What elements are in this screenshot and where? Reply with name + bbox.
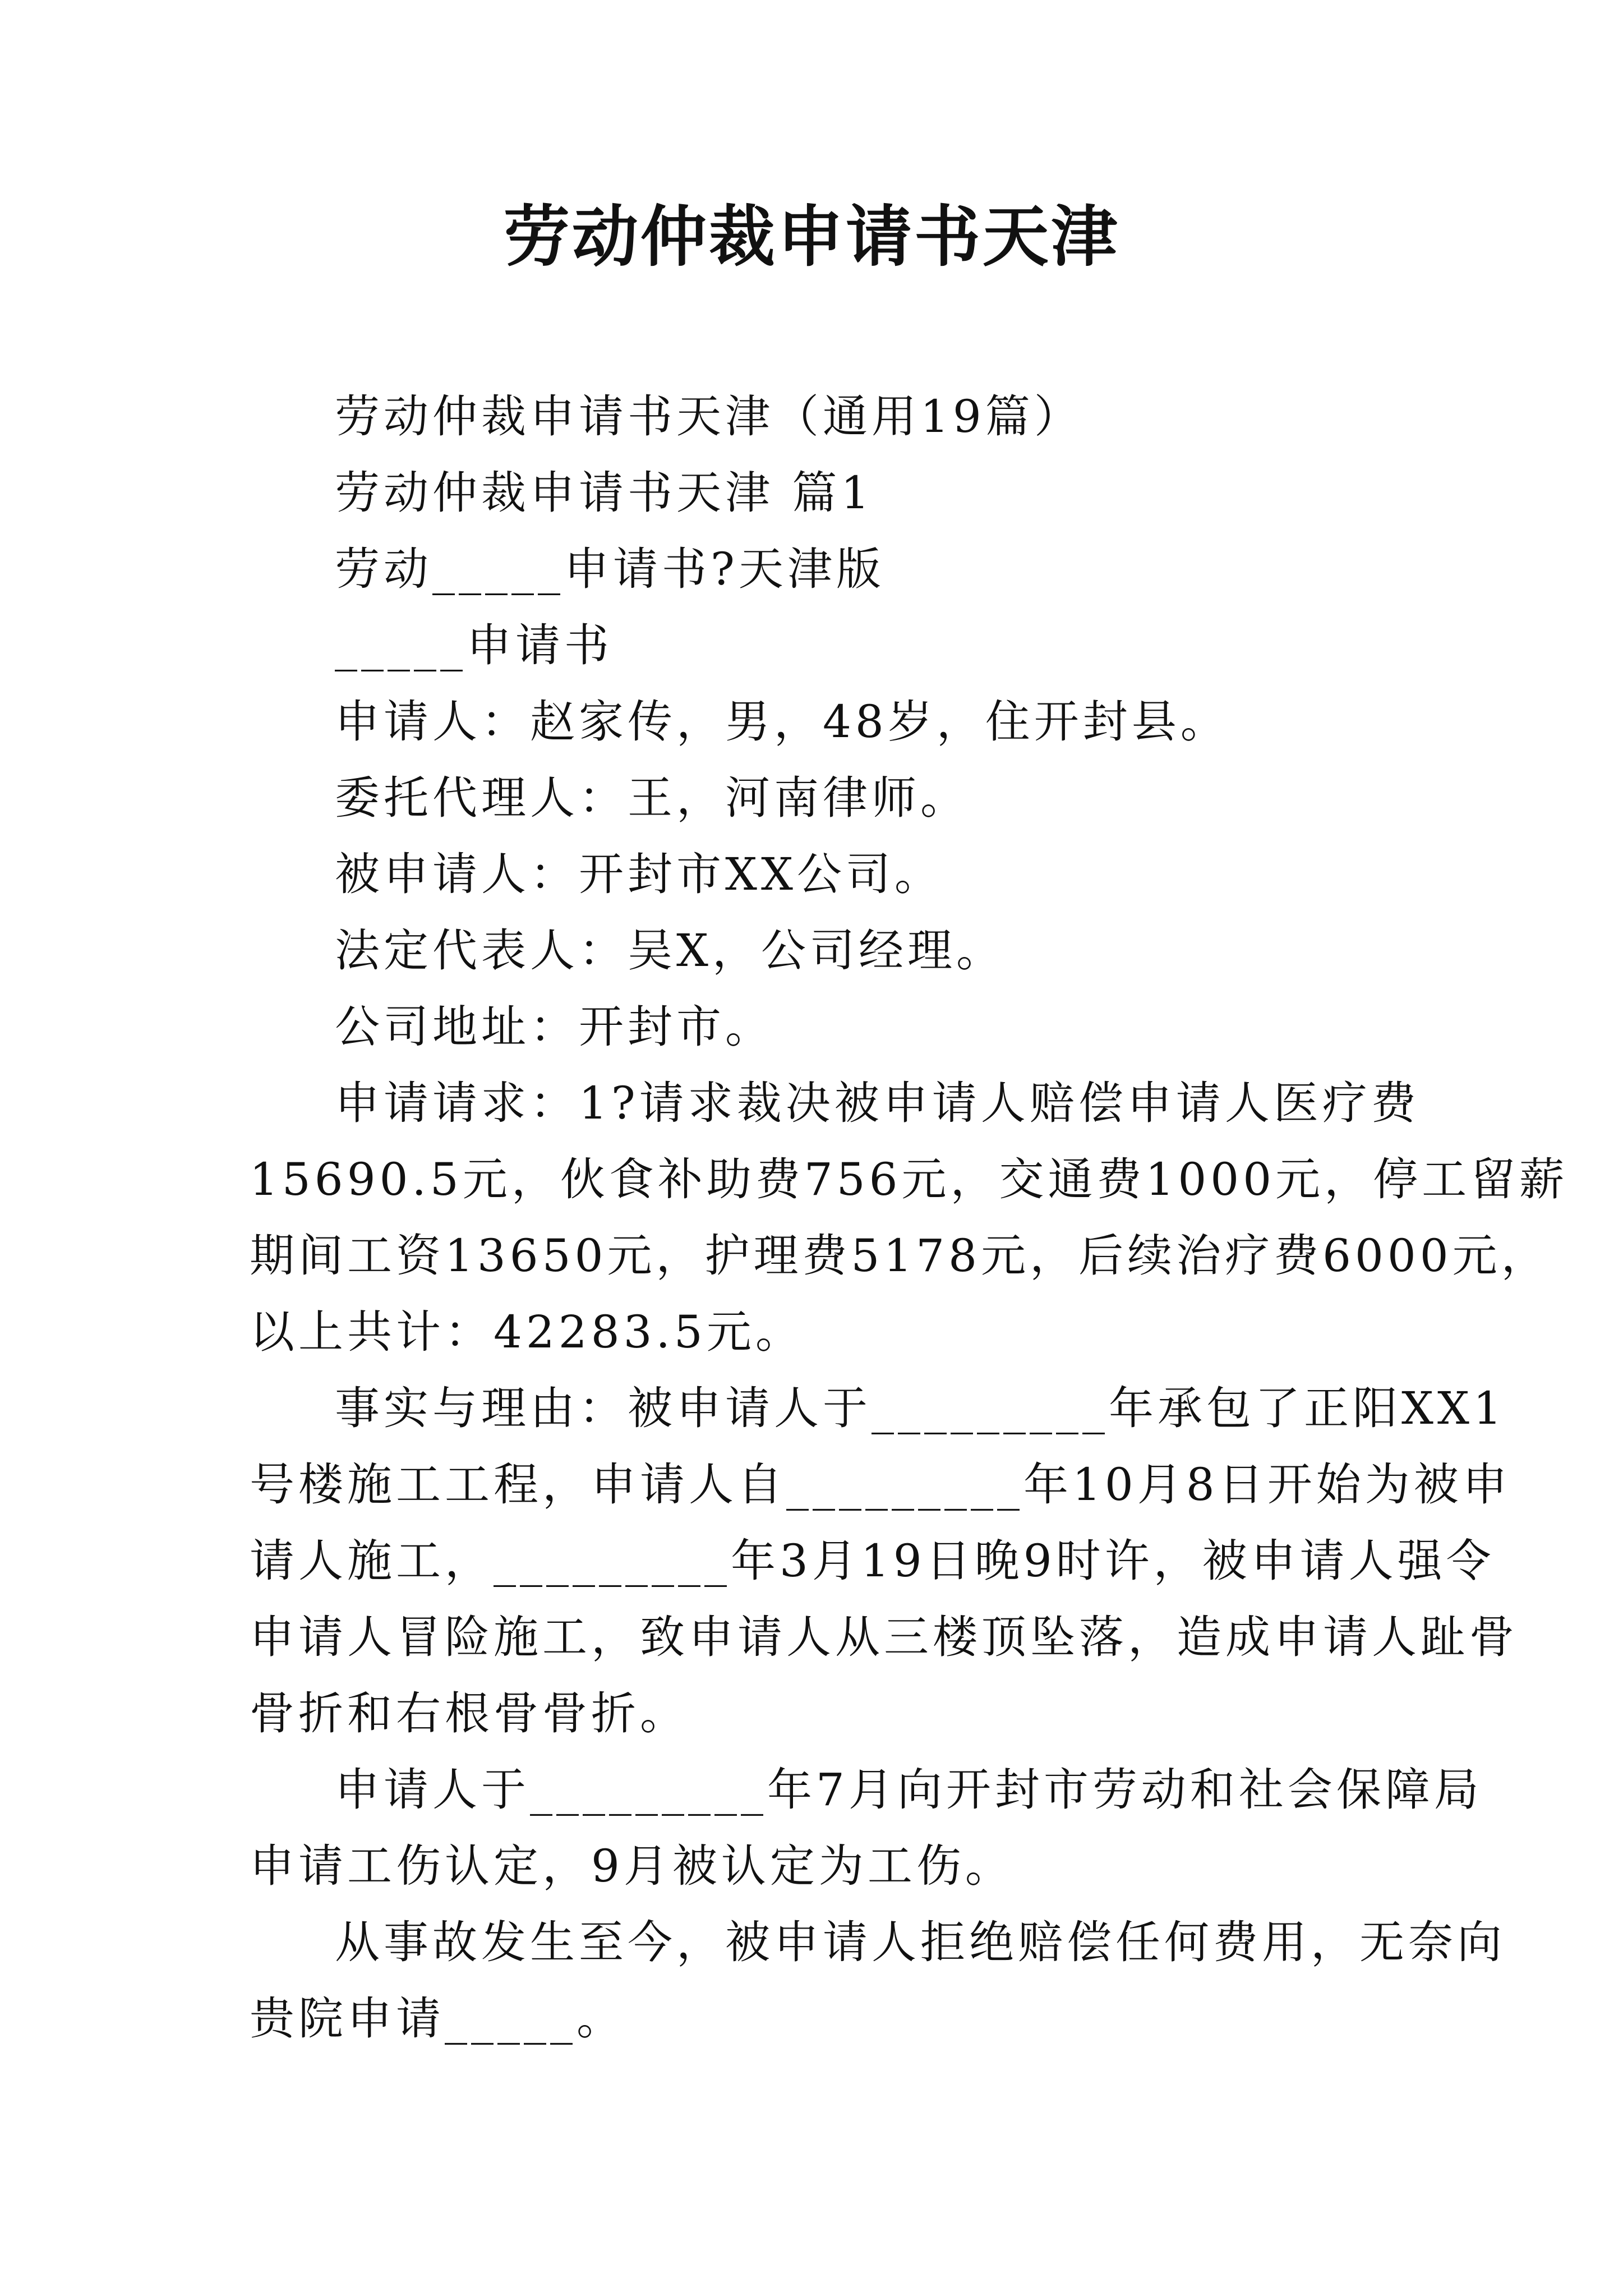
- paragraph-line: 期间工资13650元，护理费5178元，后续治疗费6000元，: [250, 1230, 1550, 1282]
- paragraph-line: 事实与理由：被申请人于_________年承包了正阳XX1: [335, 1382, 1506, 1434]
- document-title: 劳动仲裁申请书天津: [503, 197, 1119, 275]
- paragraph-line: 申请工伤认定，9月被认定为工伤。: [250, 1840, 1014, 1892]
- paragraph-line: 贵院申请_____。: [250, 1993, 625, 2045]
- paragraph-line: 申请人冒险施工，致申请人从三楼顶坠落，造成申请人趾骨: [250, 1611, 1518, 1663]
- paragraph-line: 15690.5元，伙食补助费756元，交通费1000元，停工留薪: [250, 1153, 1569, 1205]
- paragraph-line: 号楼施工工程，申请人自_________年10月8日开始为被申: [250, 1458, 1511, 1511]
- paragraph-line: 申请人于_________年7月向开封市劳动和社会保障局: [335, 1764, 1483, 1816]
- claims-paragraph: [250, 1065, 1569, 1370]
- form-subtitle-line: _____申请书: [335, 619, 613, 671]
- form-title-line: 劳动_____申请书?天津版: [335, 543, 885, 595]
- paragraph-line: 以上共计：42283.5元。: [250, 1306, 804, 1358]
- paragraph-line: 申请请求：1?请求裁决被申请人赔偿申请人医疗费: [335, 1077, 1420, 1129]
- paragraph-line: 骨折和右根骨骨折。: [250, 1687, 689, 1740]
- applicant-line: 申请人：赵家传，男，48岁，住开封县。: [335, 696, 1229, 748]
- respondent-line: 被申请人：开封市XX公司。: [335, 848, 943, 900]
- paragraph-line: 从事故发生至今，被申请人拒绝赔偿任何费用，无奈向: [335, 1916, 1506, 1968]
- legal-representative-line: 法定代表人：吴X，公司经理。: [335, 924, 1005, 977]
- document-body: [250, 379, 1569, 2057]
- injury-certification-paragraph: [250, 1752, 1483, 1904]
- closing-paragraph: [250, 1904, 1506, 2057]
- agent-line: 委托代理人：王，河南律师。: [335, 772, 969, 824]
- section-heading: 劳动仲裁申请书天津 篇1: [335, 467, 874, 519]
- subtitle-line: 劳动仲裁申请书天津（通用19篇）: [335, 390, 1083, 443]
- facts-paragraph: [250, 1370, 1518, 1752]
- paragraph-line: 请人施工，_________年3月19日晚9时许，被申请人强令: [250, 1535, 1495, 1587]
- company-address-line: 公司地址：开封市。: [335, 1001, 774, 1053]
